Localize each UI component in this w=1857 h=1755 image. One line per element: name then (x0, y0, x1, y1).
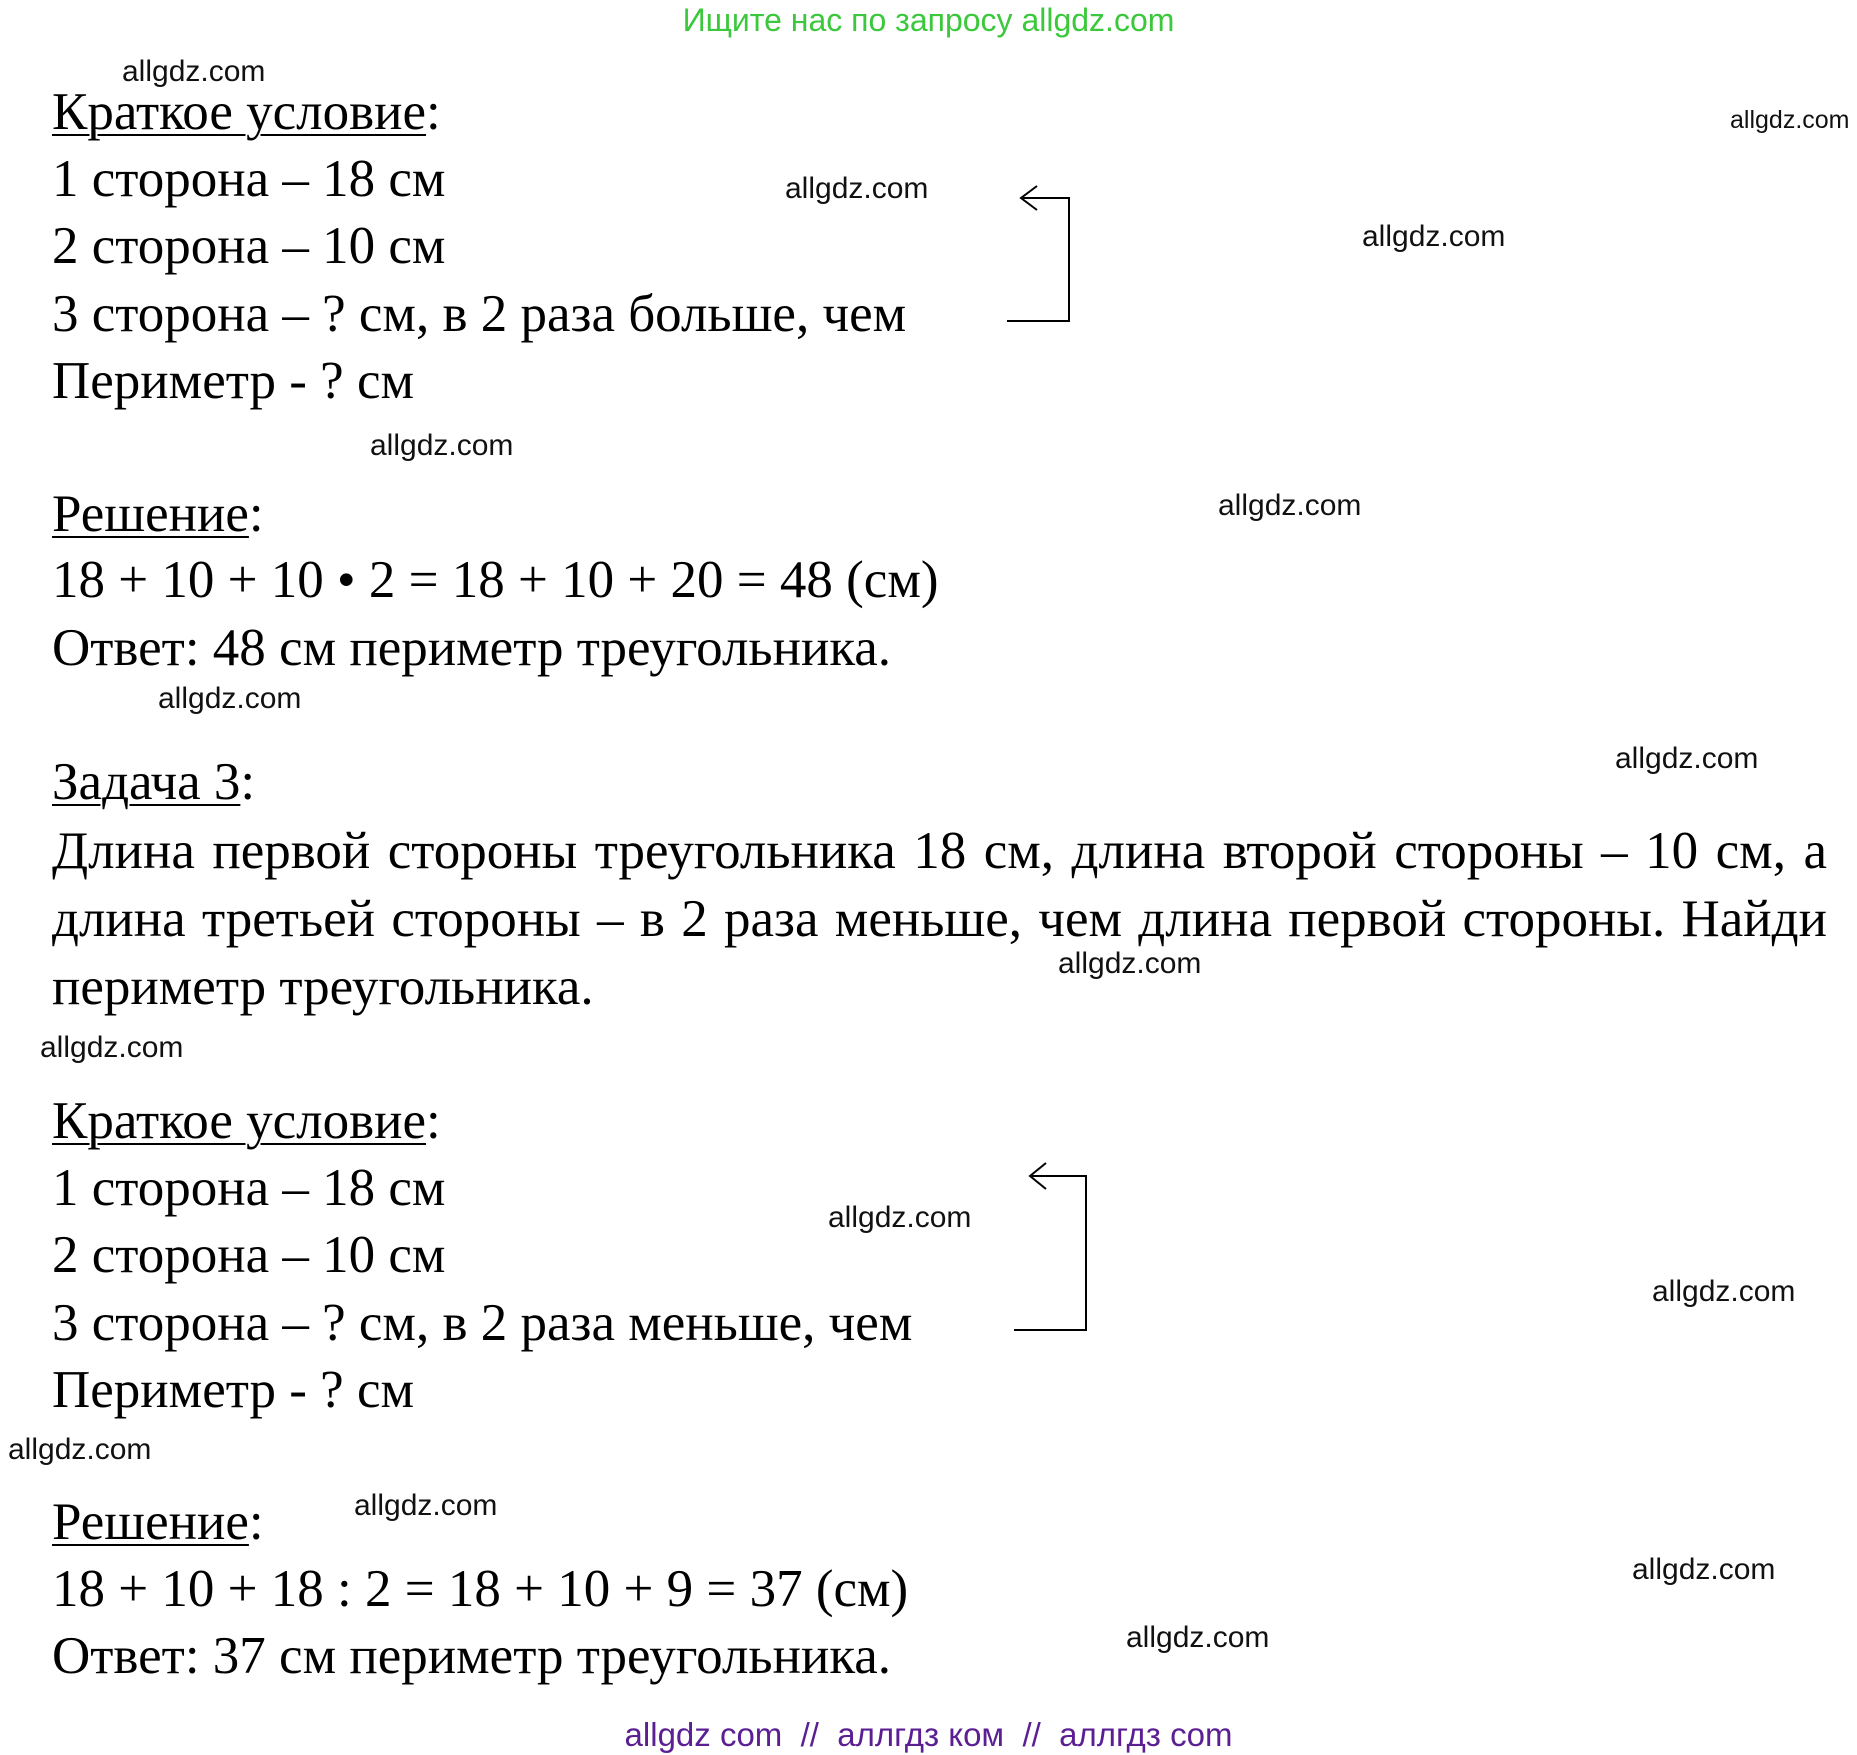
heading-colon: : (248, 485, 264, 543)
watermark: allgdz.com (1652, 1275, 1796, 1308)
condition-line-1-2: 2 сторона – 10 см (52, 217, 446, 275)
solution-equation-2: 18 + 10 + 18 : 2 = 18 + 10 + 9 = 37 (см) (52, 1560, 909, 1618)
solution-heading-1 (52, 482, 264, 546)
condition-line-2-3: 3 сторона – ? см, в 2 раза меньше, чем (52, 1294, 913, 1352)
watermark: allgdz.com (1615, 742, 1759, 775)
watermark: allgdz.com (1362, 220, 1506, 253)
task-3-text: Длина первой стороны треугольника 18 см, длина второй стороны – 10 см, а длина третьей стороны – в 2 раза меньше, чем длина первой стороны. Найди периметр треугольника. (52, 822, 1827, 1016)
reference-arrow-1 (1005, 180, 1085, 330)
watermark: allgdz.com (8, 1433, 152, 1466)
watermark: allgdz.com (40, 1031, 184, 1064)
heading-colon: : (240, 753, 256, 811)
heading-colon: : (248, 1493, 264, 1551)
watermark: allgdz.com (370, 429, 514, 462)
watermark: allgdz.com (122, 55, 266, 88)
short-condition-heading-1-text: Краткое условие (52, 83, 427, 141)
reference-arrow-2 (1012, 1158, 1102, 1338)
answer-2: Ответ: 37 см периметр треугольника. (52, 1627, 892, 1685)
short-condition-heading-2-text: Краткое условие (52, 1092, 427, 1150)
watermark: allgdz.com (1730, 106, 1850, 134)
top-banner[interactable]: Ищите нас по запросу allgdz.com (682, 2, 1175, 38)
watermark: allgdz.com (828, 1201, 972, 1234)
condition-line-1-1: 1 сторона – 18 см (52, 150, 446, 208)
solution-heading-2-text: Решение (52, 1493, 249, 1551)
heading-colon: : (426, 83, 441, 141)
heading-colon: : (426, 1092, 441, 1150)
solution-heading-2 (52, 1490, 264, 1554)
task-3-heading-text: Задача 3 (52, 753, 241, 811)
condition-line-2-1: 1 сторона – 18 см (52, 1159, 446, 1217)
watermark: allgdz.com (1058, 947, 1202, 980)
watermark: allgdz.com (1218, 489, 1362, 522)
condition-line-1-4: Периметр - ? см (52, 352, 415, 410)
watermark: allgdz.com (1126, 1621, 1270, 1654)
watermark: allgdz.com (158, 682, 302, 715)
condition-line-2-4: Периметр - ? см (52, 1361, 415, 1419)
solution-heading-1-text: Решение (52, 485, 249, 543)
task-3-heading (52, 750, 255, 814)
short-condition-heading-2 (52, 1089, 441, 1153)
condition-line-1-3: 3 сторона – ? см, в 2 раза больше, чем (52, 285, 907, 343)
bottom-banner[interactable]: allgdz com // аллгдз ком // аллгдз com (624, 1716, 1233, 1753)
watermark: allgdz.com (1632, 1553, 1776, 1586)
answer-1: Ответ: 48 см периметр треугольника. (52, 619, 892, 677)
watermark: allgdz.com (785, 172, 929, 205)
solution-equation-1: 18 + 10 + 10 • 2 = 18 + 10 + 20 = 48 (см) (52, 551, 939, 609)
watermark: allgdz.com (354, 1489, 498, 1522)
condition-line-2-2: 2 сторона – 10 см (52, 1226, 446, 1284)
